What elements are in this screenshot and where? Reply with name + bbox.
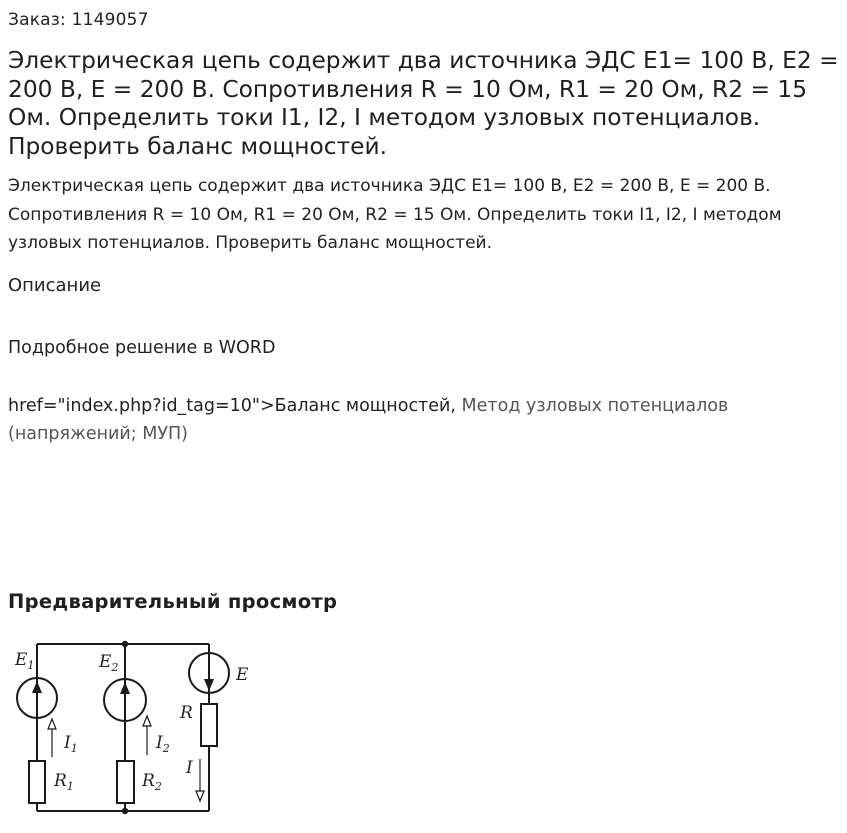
e-label: E [236,665,249,685]
e1-label: $E_1$ [15,650,35,672]
page-title: Электрическая цепь содержит два источника ЭДС E1= 100 В, E2 = 200 В, E = 200 В. Сопротивления R = 10 Ом, R1 = 20 Ом, R2 = 15 Ом. Определить токи I1, I2, I методом узловых потенциалов. Проверить баланс мощностей. [8,47,839,160]
r-label: R [180,703,193,723]
top-node-dot [122,641,128,647]
i-label: I [186,758,193,778]
i1-arrow-head [48,719,56,729]
r1-label: $R_1$ [54,771,74,793]
r2-resistor-symbol [117,761,134,803]
preview-title: Предварительный просмотр [8,590,338,613]
tags-line [8,392,839,448]
solution-text: Подробное решение в WORD [8,338,276,358]
r2-label: $R_2$ [142,771,162,793]
i1-label: $I_1$ [64,733,78,755]
order-number: Заказ: 1149057 [8,10,149,30]
i2-arrow-head [143,716,151,726]
e2-arrow-head [120,682,130,694]
description-label: Описание [8,275,102,296]
i2-label: $I_2$ [156,733,170,755]
r1-resistor-symbol [29,761,45,803]
tags-prefix: href="index.php?id_tag=10">Баланс мощностей, [8,396,456,416]
r-resistor-symbol [201,704,217,746]
circuit-preview-image [12,635,272,825]
e2-label: $E_2$ [99,652,119,674]
bottom-node-dot [122,808,128,814]
tag-link-nodal-potentials[interactable]: Метод узловых потенциалов (напряжений; МУП) [8,396,729,444]
e1-arrow-head [32,681,42,693]
e-arrow-head [204,679,214,691]
task-summary: Электрическая цепь содержит два источника ЭДС E1= 100 В, E2 = 200 В, E = 200 В. Сопротивления R = 10 Ом, R1 = 20 Ом, R2 = 15 Ом. Определить токи I1, I2, I методом узловых потенциалов. Проверить баланс мощностей. [8,176,782,253]
circuit-diagram [12,635,272,825]
i-arrow-head [196,791,204,801]
